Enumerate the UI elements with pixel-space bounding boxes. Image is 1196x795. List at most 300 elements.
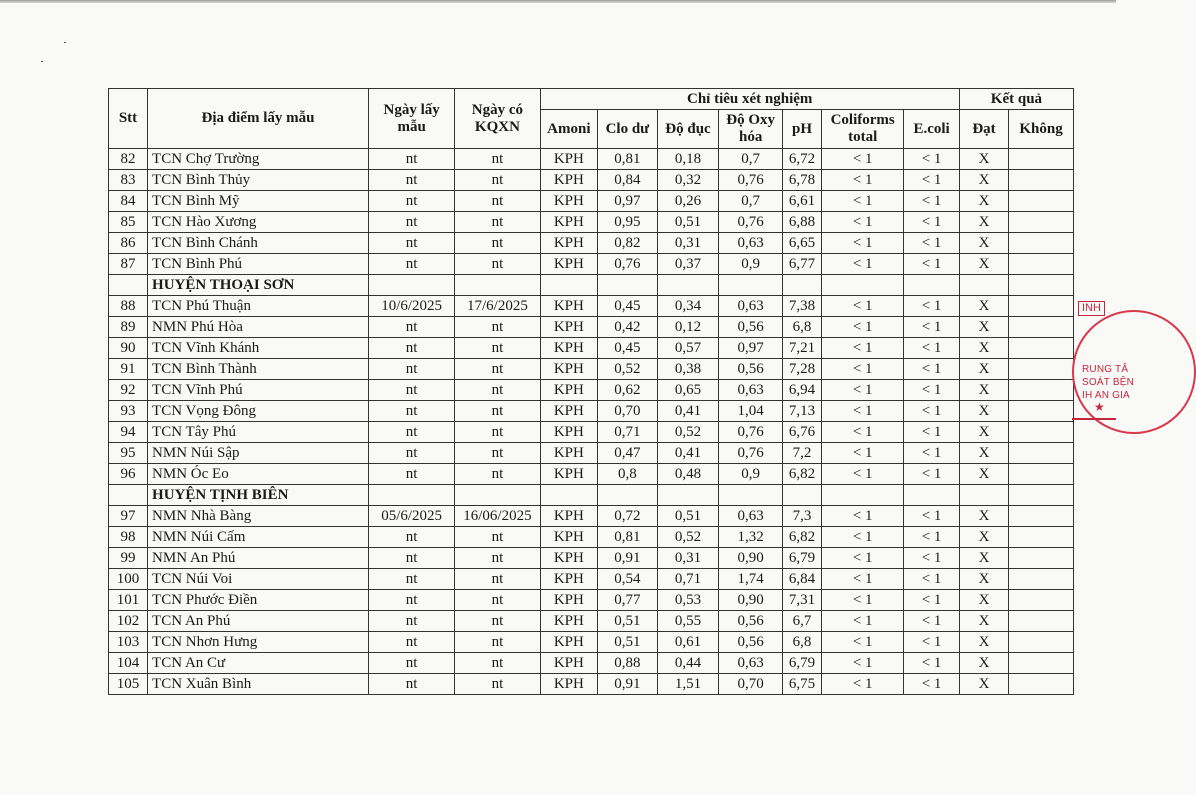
cell-result-date: nt [455, 233, 540, 254]
cell-ph: 7,3 [783, 506, 822, 527]
cell-location: TCN Bình Thành [148, 359, 369, 380]
cell-do-oxy-hoa: 0,9 [719, 254, 783, 275]
empty-cell [455, 275, 540, 296]
cell-dat: X [959, 632, 1008, 653]
cell-coliforms: < 1 [822, 653, 904, 674]
table-row [109, 212, 1074, 233]
cell-dat: X [959, 548, 1008, 569]
water-test-results-table [108, 88, 1074, 695]
cell-do-oxy-hoa: 0,76 [719, 422, 783, 443]
cell-coliforms: < 1 [822, 212, 904, 233]
cell-khong [1009, 443, 1074, 464]
seal-text-line-3: IH AN GIA [1082, 390, 1130, 401]
table-row [109, 653, 1074, 674]
cell-stt: 89 [109, 317, 148, 338]
empty-cell [783, 275, 822, 296]
cell-ecoli: < 1 [904, 548, 960, 569]
cell-ecoli: < 1 [904, 674, 960, 695]
cell-do-duc: 0,31 [657, 548, 719, 569]
cell-amoni: KPH [540, 506, 598, 527]
cell-amoni: KPH [540, 149, 598, 170]
cell-coliforms: < 1 [822, 359, 904, 380]
cell-khong [1009, 149, 1074, 170]
cell-do-oxy-hoa: 0,56 [719, 632, 783, 653]
table-row [109, 338, 1074, 359]
cell-ph: 6,84 [783, 569, 822, 590]
cell-do-oxy-hoa: 0,7 [719, 191, 783, 212]
cell-result-date: nt [455, 191, 540, 212]
cell-sample-date: nt [368, 359, 454, 380]
empty-cell [719, 485, 783, 506]
empty-cell [657, 275, 719, 296]
cell-coliforms: < 1 [822, 443, 904, 464]
cell-khong [1009, 569, 1074, 590]
table-row [109, 632, 1074, 653]
cell-result-date: nt [455, 317, 540, 338]
cell-dat: X [959, 443, 1008, 464]
cell-amoni: KPH [540, 464, 598, 485]
cell-stt: 82 [109, 149, 148, 170]
cell-clo-du: 0,76 [598, 254, 658, 275]
empty-cell [368, 485, 454, 506]
cell-ecoli: < 1 [904, 233, 960, 254]
seal-text-line-1: RUNG TÂ [1082, 364, 1129, 375]
cell-stt: 91 [109, 359, 148, 380]
cell-stt: 96 [109, 464, 148, 485]
cell-do-oxy-hoa: 0,90 [719, 590, 783, 611]
cell-result-date: nt [455, 170, 540, 191]
empty-cell [657, 485, 719, 506]
cell-sample-date: nt [368, 674, 454, 695]
cell-clo-du: 0,47 [598, 443, 658, 464]
cell-stt: 87 [109, 254, 148, 275]
cell-dat: X [959, 464, 1008, 485]
cell-amoni: KPH [540, 632, 598, 653]
empty-cell [540, 275, 598, 296]
empty-cell [904, 275, 960, 296]
cell-dat: X [959, 422, 1008, 443]
cell-ecoli: < 1 [904, 590, 960, 611]
table-row [109, 233, 1074, 254]
header-stt: Stt [109, 89, 148, 149]
header-ecoli: E.coli [904, 110, 960, 149]
cell-location: TCN Nhơn Hưng [148, 632, 369, 653]
cell-coliforms: < 1 [822, 380, 904, 401]
cell-ph: 7,31 [783, 590, 822, 611]
cell-do-duc: 0,31 [657, 233, 719, 254]
cell-sample-date: nt [368, 233, 454, 254]
empty-cell [455, 485, 540, 506]
cell-amoni: KPH [540, 191, 598, 212]
cell-clo-du: 0,84 [598, 170, 658, 191]
cell-do-duc: 0,12 [657, 317, 719, 338]
cell-do-oxy-hoa: 0,63 [719, 233, 783, 254]
cell-do-oxy-hoa: 0,90 [719, 548, 783, 569]
cell-do-oxy-hoa: 1,74 [719, 569, 783, 590]
cell-clo-du: 0,62 [598, 380, 658, 401]
cell-sample-date: nt [368, 212, 454, 233]
cell-coliforms: < 1 [822, 317, 904, 338]
cell-stt: 84 [109, 191, 148, 212]
cell-ph: 6,88 [783, 212, 822, 233]
cell-ph: 7,21 [783, 338, 822, 359]
cell-khong [1009, 401, 1074, 422]
cell-amoni: KPH [540, 296, 598, 317]
empty-cell [904, 485, 960, 506]
cell-clo-du: 0,81 [598, 149, 658, 170]
empty-cell [822, 485, 904, 506]
table-row [109, 380, 1074, 401]
cell-dat: X [959, 233, 1008, 254]
seal-text-line-2: SOÁT BỆN [1082, 377, 1134, 388]
cell-amoni: KPH [540, 611, 598, 632]
cell-coliforms: < 1 [822, 464, 904, 485]
cell-dat: X [959, 317, 1008, 338]
cell-coliforms: < 1 [822, 233, 904, 254]
cell-result-date: nt [455, 464, 540, 485]
cell-do-duc: 0,52 [657, 527, 719, 548]
cell-result-date: nt [455, 422, 540, 443]
cell-coliforms: < 1 [822, 569, 904, 590]
cell-stt: 90 [109, 338, 148, 359]
cell-coliforms: < 1 [822, 296, 904, 317]
table-body [109, 149, 1074, 695]
cell-ph: 6,78 [783, 170, 822, 191]
cell-ecoli: < 1 [904, 317, 960, 338]
cell-clo-du: 0,82 [598, 233, 658, 254]
cell-sample-date: nt [368, 443, 454, 464]
cell-sample-date: nt [368, 590, 454, 611]
cell-amoni: KPH [540, 674, 598, 695]
header-indicators-group: Chỉ tiêu xét nghiệm [540, 89, 959, 110]
cell-location: NMN Núi Cấm [148, 527, 369, 548]
table-row [109, 590, 1074, 611]
cell-location: TCN Hào Xương [148, 212, 369, 233]
cell-result-date: nt [455, 548, 540, 569]
cell-amoni: KPH [540, 170, 598, 191]
cell-sample-date: nt [368, 401, 454, 422]
cell-ecoli: < 1 [904, 149, 960, 170]
cell-stt: 94 [109, 422, 148, 443]
cell-do-oxy-hoa: 0,97 [719, 338, 783, 359]
cell-result-date: nt [455, 149, 540, 170]
header-result-date: Ngày có KQXN [455, 89, 540, 149]
cell-amoni: KPH [540, 527, 598, 548]
empty-cell [959, 485, 1008, 506]
cell-ecoli: < 1 [904, 296, 960, 317]
section-title: HUYỆN TỊNH BIÊN [148, 485, 369, 506]
cell-do-duc: 0,41 [657, 401, 719, 422]
cell-amoni: KPH [540, 590, 598, 611]
cell-clo-du: 0,88 [598, 653, 658, 674]
cell-amoni: KPH [540, 254, 598, 275]
cell-khong [1009, 317, 1074, 338]
cell-do-oxy-hoa: 0,56 [719, 317, 783, 338]
cell-stt: 86 [109, 233, 148, 254]
cell-sample-date: nt [368, 170, 454, 191]
table-row [109, 527, 1074, 548]
header-do-oxy-hoa: Độ Oxy hóa [719, 110, 783, 149]
cell-coliforms: < 1 [822, 611, 904, 632]
cell-location: TCN An Cư [148, 653, 369, 674]
cell-do-duc: 0,32 [657, 170, 719, 191]
cell-sample-date: nt [368, 527, 454, 548]
cell-khong [1009, 338, 1074, 359]
cell-location: NMN An Phú [148, 548, 369, 569]
cell-dat: X [959, 149, 1008, 170]
cell-sample-date: nt [368, 569, 454, 590]
header-khong: Không [1009, 110, 1074, 149]
cell-khong [1009, 212, 1074, 233]
cell-ecoli: < 1 [904, 338, 960, 359]
cell-khong [1009, 254, 1074, 275]
cell-location: NMN Óc Eo [148, 464, 369, 485]
header-coliforms: Coliforms total [822, 110, 904, 149]
cell-khong [1009, 191, 1074, 212]
empty-cell [1009, 485, 1074, 506]
cell-do-oxy-hoa: 0,63 [719, 380, 783, 401]
cell-amoni: KPH [540, 443, 598, 464]
empty-cell [959, 275, 1008, 296]
cell-result-date: nt [455, 338, 540, 359]
cell-ph: 6,82 [783, 527, 822, 548]
cell-dat: X [959, 506, 1008, 527]
cell-location: TCN Phước Điền [148, 590, 369, 611]
table-row [109, 359, 1074, 380]
cell-do-duc: 1,51 [657, 674, 719, 695]
scan-top-edge [0, 0, 1116, 3]
cell-khong [1009, 464, 1074, 485]
cell-dat: X [959, 527, 1008, 548]
seal-star-icon: ★ [1094, 400, 1105, 414]
cell-dat: X [959, 674, 1008, 695]
table-row [109, 569, 1074, 590]
header-clo-du: Clo dư [598, 110, 658, 149]
cell-location: TCN Bình Chánh [148, 233, 369, 254]
cell-stt: 100 [109, 569, 148, 590]
cell-ph: 6,7 [783, 611, 822, 632]
header-result-group: Kết quả [959, 89, 1073, 110]
cell-do-oxy-hoa: 0,63 [719, 296, 783, 317]
header-ph: pH [783, 110, 822, 149]
cell-do-oxy-hoa: 0,76 [719, 170, 783, 191]
empty-cell [822, 275, 904, 296]
cell-ph: 7,13 [783, 401, 822, 422]
cell-location: TCN Bình Mỹ [148, 191, 369, 212]
empty-cell [1009, 275, 1074, 296]
cell-location: NMN Nhà Bàng [148, 506, 369, 527]
cell-khong [1009, 632, 1074, 653]
official-red-seal [1072, 296, 1142, 446]
cell-do-oxy-hoa: 0,56 [719, 359, 783, 380]
table-row [109, 254, 1074, 275]
cell-dat: X [959, 338, 1008, 359]
cell-location: TCN Vọng Đông [148, 401, 369, 422]
cell-sample-date: nt [368, 317, 454, 338]
cell-result-date: nt [455, 254, 540, 275]
cell-stt: 98 [109, 527, 148, 548]
cell-result-date: nt [455, 590, 540, 611]
cell-coliforms: < 1 [822, 338, 904, 359]
cell-coliforms: < 1 [822, 632, 904, 653]
cell-khong [1009, 527, 1074, 548]
cell-clo-du: 0,45 [598, 338, 658, 359]
empty-cell [368, 275, 454, 296]
cell-do-oxy-hoa: 0,63 [719, 653, 783, 674]
cell-amoni: KPH [540, 422, 598, 443]
cell-ph: 7,28 [783, 359, 822, 380]
scan-speck [41, 61, 43, 62]
cell-do-duc: 0,51 [657, 506, 719, 527]
cell-stt: 103 [109, 632, 148, 653]
table-row [109, 611, 1074, 632]
cell-do-oxy-hoa: 0,76 [719, 443, 783, 464]
cell-stt: 83 [109, 170, 148, 191]
cell-result-date: nt [455, 632, 540, 653]
cell-result-date: nt [455, 611, 540, 632]
cell-location: TCN Tây Phú [148, 422, 369, 443]
cell-khong [1009, 233, 1074, 254]
cell-result-date: nt [455, 527, 540, 548]
cell-do-duc: 0,41 [657, 443, 719, 464]
cell-do-duc: 0,18 [657, 149, 719, 170]
cell-location: NMN Phú Hòa [148, 317, 369, 338]
cell-dat: X [959, 653, 1008, 674]
cell-ph: 6,8 [783, 632, 822, 653]
table-row [109, 464, 1074, 485]
cell-clo-du: 0,42 [598, 317, 658, 338]
cell-ph: 6,79 [783, 548, 822, 569]
cell-dat: X [959, 359, 1008, 380]
cell-stt: 93 [109, 401, 148, 422]
cell-khong [1009, 380, 1074, 401]
cell-clo-du: 0,8 [598, 464, 658, 485]
cell-do-duc: 0,53 [657, 590, 719, 611]
cell-ph: 6,65 [783, 233, 822, 254]
cell-sample-date: nt [368, 653, 454, 674]
cell-coliforms: < 1 [822, 191, 904, 212]
cell-ecoli: < 1 [904, 170, 960, 191]
cell-result-date: nt [455, 359, 540, 380]
cell-clo-du: 0,71 [598, 422, 658, 443]
cell-amoni: KPH [540, 338, 598, 359]
cell-amoni: KPH [540, 653, 598, 674]
cell-sample-date: nt [368, 632, 454, 653]
cell-khong [1009, 422, 1074, 443]
table-row [109, 191, 1074, 212]
cell-clo-du: 0,95 [598, 212, 658, 233]
cell-location: TCN An Phú [148, 611, 369, 632]
header-amoni: Amoni [540, 110, 598, 149]
cell-dat: X [959, 170, 1008, 191]
cell-sample-date: nt [368, 254, 454, 275]
cell-do-oxy-hoa: 0,7 [719, 149, 783, 170]
empty-cell [540, 485, 598, 506]
cell-khong [1009, 590, 1074, 611]
cell-dat: X [959, 569, 1008, 590]
cell-do-duc: 0,55 [657, 611, 719, 632]
cell-coliforms: < 1 [822, 401, 904, 422]
cell-sample-date: nt [368, 149, 454, 170]
cell-ph: 7,38 [783, 296, 822, 317]
cell-coliforms: < 1 [822, 674, 904, 695]
cell-ecoli: < 1 [904, 422, 960, 443]
cell-clo-du: 0,81 [598, 527, 658, 548]
header-do-duc: Độ đục [657, 110, 719, 149]
header-row-1 [109, 89, 1074, 110]
cell-clo-du: 0,91 [598, 674, 658, 695]
cell-do-duc: 0,51 [657, 212, 719, 233]
cell-location: TCN Phú Thuận [148, 296, 369, 317]
cell-sample-date: 10/6/2025 [368, 296, 454, 317]
cell-result-date: nt [455, 653, 540, 674]
cell-ph: 6,82 [783, 464, 822, 485]
cell-dat: X [959, 401, 1008, 422]
cell-do-oxy-hoa: 0,70 [719, 674, 783, 695]
cell-result-date: 16/06/2025 [455, 506, 540, 527]
header-location: Địa điểm lấy mẫu [148, 89, 369, 149]
section-row [109, 275, 1074, 296]
cell-sample-date: nt [368, 422, 454, 443]
cell-stt: 104 [109, 653, 148, 674]
cell-ph: 6,72 [783, 149, 822, 170]
cell-dat: X [959, 296, 1008, 317]
table-row [109, 401, 1074, 422]
cell-ecoli: < 1 [904, 254, 960, 275]
cell-result-date: nt [455, 401, 540, 422]
cell-clo-du: 0,51 [598, 632, 658, 653]
cell-ecoli: < 1 [904, 632, 960, 653]
seal-bar [1072, 418, 1116, 420]
table-row [109, 443, 1074, 464]
cell-location: TCN Vĩnh Phú [148, 380, 369, 401]
cell-ph: 6,8 [783, 317, 822, 338]
cell-result-date: 17/6/2025 [455, 296, 540, 317]
cell-stt: 99 [109, 548, 148, 569]
table-row [109, 548, 1074, 569]
empty-cell [598, 485, 658, 506]
table-row [109, 296, 1074, 317]
cell-dat: X [959, 611, 1008, 632]
cell-clo-du: 0,52 [598, 359, 658, 380]
cell-ph: 6,79 [783, 653, 822, 674]
cell-sample-date: nt [368, 548, 454, 569]
cell-location: TCN Vĩnh Khánh [148, 338, 369, 359]
cell-ecoli: < 1 [904, 653, 960, 674]
cell-result-date: nt [455, 212, 540, 233]
cell-do-oxy-hoa: 0,56 [719, 611, 783, 632]
cell-ph: 6,75 [783, 674, 822, 695]
cell-clo-du: 0,72 [598, 506, 658, 527]
cell-clo-du: 0,45 [598, 296, 658, 317]
cell-stt: 101 [109, 590, 148, 611]
cell-ecoli: < 1 [904, 191, 960, 212]
cell-dat: X [959, 380, 1008, 401]
cell-location: TCN Chợ Trường [148, 149, 369, 170]
cell-do-oxy-hoa: 0,76 [719, 212, 783, 233]
table-row [109, 506, 1074, 527]
cell-do-duc: 0,34 [657, 296, 719, 317]
header-sample-date: Ngày lấy mẫu [368, 89, 454, 149]
cell-clo-du: 0,70 [598, 401, 658, 422]
cell-coliforms: < 1 [822, 527, 904, 548]
cell-do-oxy-hoa: 1,04 [719, 401, 783, 422]
cell-clo-du: 0,54 [598, 569, 658, 590]
cell-khong [1009, 296, 1074, 317]
cell-dat: X [959, 212, 1008, 233]
cell-stt: 95 [109, 443, 148, 464]
cell-amoni: KPH [540, 548, 598, 569]
